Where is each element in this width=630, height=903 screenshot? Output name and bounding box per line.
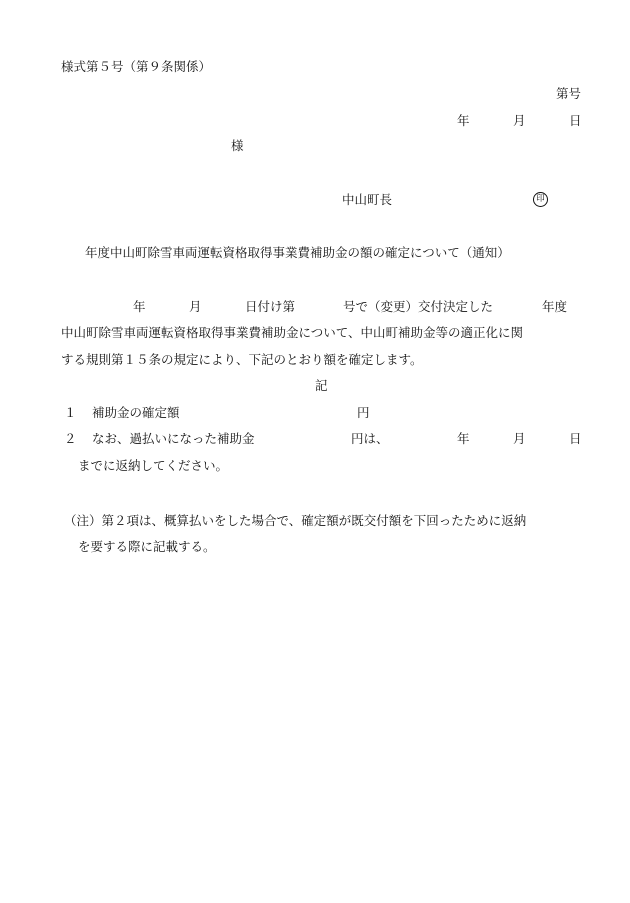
item-2-day: 日: [569, 431, 582, 446]
note-line-2: を要する際に記載する。: [78, 539, 216, 554]
body-fiscal-year: 年度: [542, 299, 568, 314]
body-line-2: 中山町除雪車両運転資格取得事業費補助金について、中山町補助金等の適正化に関: [61, 325, 524, 340]
item-2-year: 年: [457, 431, 470, 446]
note-line-1: （注）第２項は、概算払いをした場合で、確定額が既交付額を下回ったために返納: [64, 513, 527, 528]
ki-heading: 記: [315, 378, 328, 393]
issuer-title: 中山町長: [342, 192, 393, 207]
body-year: 年: [133, 299, 146, 314]
item-1-number: １: [64, 405, 77, 420]
date-year: 年: [457, 113, 470, 128]
item-2-number: ２: [64, 431, 77, 446]
body-dated: 日付け第: [245, 299, 296, 314]
date-month: 月: [513, 113, 526, 128]
item-2-month: 月: [513, 431, 526, 446]
document-number: 第号: [556, 86, 582, 101]
body-grant-decision: 号で（変更）交付決定した: [343, 299, 494, 314]
addressee-suffix: 様: [231, 138, 244, 153]
date-day: 日: [569, 113, 582, 128]
item-1-unit: 円: [357, 405, 370, 420]
item-2-continuation: までに返納してください。: [78, 458, 229, 473]
item-1-label: 補助金の確定額: [92, 405, 180, 420]
item-2-unit: 円は、: [351, 431, 389, 446]
form-number-label: 様式第５号（第９条関係）: [61, 59, 212, 74]
body-line-3: する規則第１５条の規定により、下記のとおり額を確定します。: [61, 352, 423, 367]
document-title: 年度中山町除雪車両運転資格取得事業費補助金の額の確定について（通知）: [85, 245, 510, 260]
seal-mark: 印: [533, 192, 548, 207]
body-month: 月: [189, 299, 202, 314]
item-2-label: なお、過払いになった補助金: [92, 431, 255, 446]
